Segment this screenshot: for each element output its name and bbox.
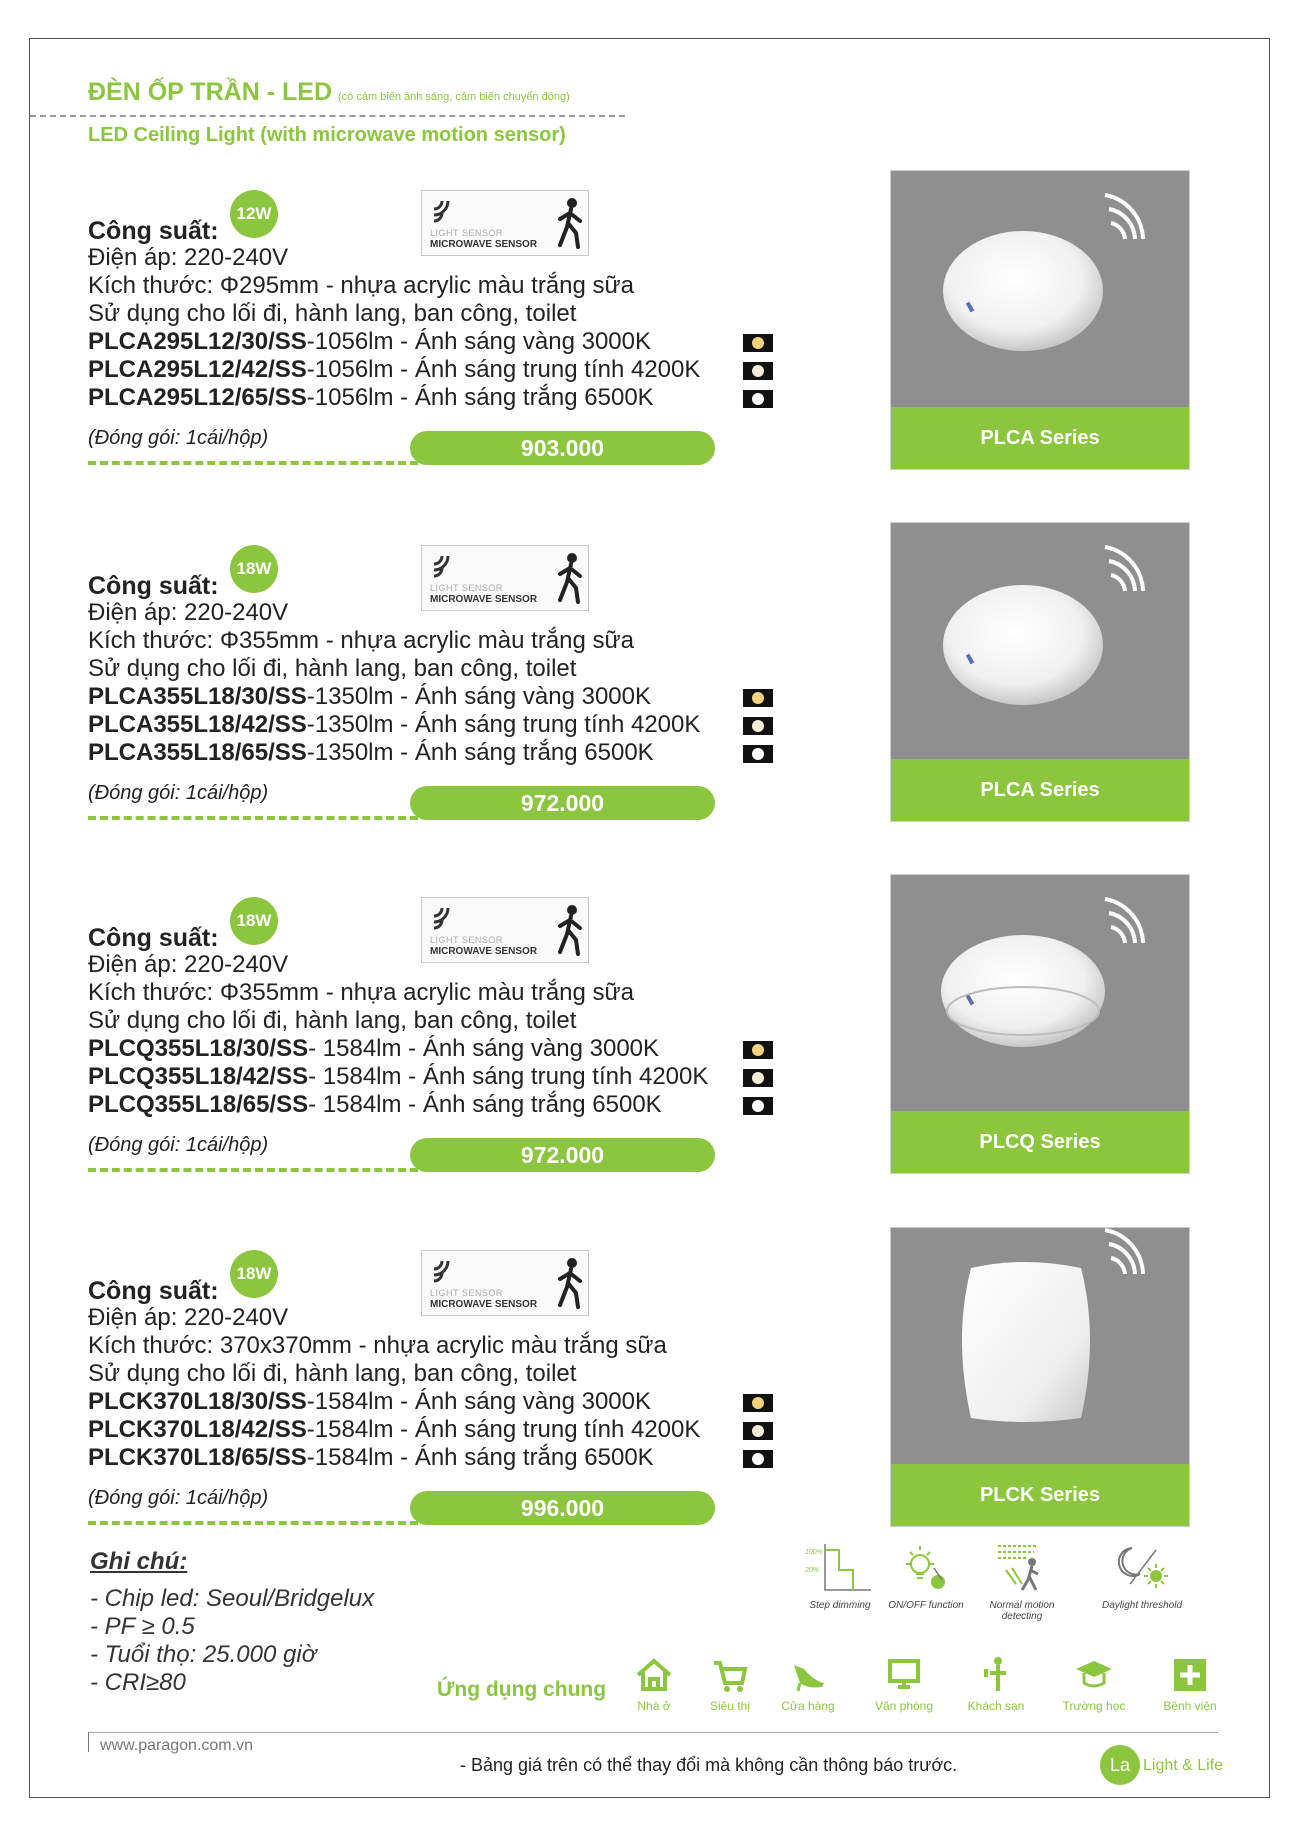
shoe-icon xyxy=(788,1655,828,1695)
sensor-line2: MICROWAVE SENSOR xyxy=(430,946,538,957)
variant-desc: -1056lm - Ánh sáng vàng 3000K xyxy=(306,328,652,355)
color-temp-swatch xyxy=(743,1450,773,1468)
packaging-divider xyxy=(88,1168,418,1172)
application-cart xyxy=(690,1655,770,1713)
color-temp-swatch xyxy=(743,1394,773,1412)
color-dot-icon xyxy=(752,720,764,732)
color-dot-icon xyxy=(752,365,764,377)
color-dot-icon xyxy=(752,1072,764,1084)
note-item: - CRI≥80 xyxy=(90,1669,186,1696)
sensor-line1: LIGHT SENSOR xyxy=(430,583,503,593)
color-temp-swatch xyxy=(743,1069,773,1087)
color-dot-icon xyxy=(752,1044,764,1056)
footer-bar xyxy=(88,1732,89,1752)
variant-row xyxy=(88,711,700,739)
variant-desc: -1584lm - Ánh sáng trung tính 4200K xyxy=(306,1416,701,1443)
svg-text:20%: 20% xyxy=(805,1567,820,1574)
notes-title: Ghi chú: xyxy=(90,1548,188,1575)
size-text: Kích thước: Φ295mm - nhựa acrylic màu trắng sữa xyxy=(88,272,634,299)
power-badge: 18W xyxy=(230,545,278,593)
application-hospital xyxy=(1150,1655,1230,1713)
product-image xyxy=(890,874,1190,1174)
footer-divider xyxy=(88,1732,1218,1733)
footer-disclaimer: - Bảng giá trên có thể thay đổi mà không cần thông báo trước. xyxy=(460,1755,958,1775)
home-icon xyxy=(634,1655,674,1695)
size-text: Kích thước: Φ355mm - nhựa acrylic màu trắng sữa xyxy=(88,627,634,654)
variant-code: PLCA295L12/30/SS xyxy=(88,328,307,355)
packaging-divider xyxy=(88,1521,418,1525)
wave-icon xyxy=(430,1257,458,1285)
color-temp-swatch xyxy=(743,390,773,408)
color-dot-icon xyxy=(752,1397,764,1409)
price-tag: 996.000 xyxy=(410,1491,715,1525)
footer-url[interactable]: www.paragon.com.vn xyxy=(100,1737,253,1754)
sensor-badge xyxy=(421,897,589,963)
power-badge: 18W xyxy=(230,1250,278,1298)
variant-code: PLCA295L12/42/SS xyxy=(88,356,307,383)
application-label: Trường học xyxy=(1062,1699,1126,1713)
color-temp-swatch xyxy=(743,362,773,380)
svg-text:100%: 100% xyxy=(805,1549,823,1556)
walking-person-icon xyxy=(554,904,584,956)
packaging-text: (Đóng gói: 1cái/hộp) xyxy=(88,1487,269,1509)
application-label: Nhà ở xyxy=(637,1699,671,1713)
school-icon xyxy=(1074,1655,1114,1695)
variant-code: PLCK370L18/42/SS xyxy=(88,1416,307,1443)
step-dimming-icon xyxy=(805,1540,875,1596)
ceiling-lamp-image xyxy=(891,523,1190,766)
variant-row xyxy=(88,1444,654,1472)
page-title: ĐÈN ỐP TRẦN - LED (có cảm biến ánh sáng, cảm biến chuyển động) xyxy=(88,78,570,106)
power-label: Công suất: xyxy=(88,217,219,245)
sensor-line1: LIGHT SENSOR xyxy=(430,228,503,238)
color-dot-icon xyxy=(752,1425,764,1437)
ceiling-lamp-image xyxy=(891,171,1190,414)
series-label: PLCA Series xyxy=(891,407,1189,469)
color-dot-icon xyxy=(752,393,764,405)
sensor-line1: LIGHT SENSOR xyxy=(430,935,503,945)
cart-icon xyxy=(710,1655,750,1695)
color-temp-swatch xyxy=(743,1041,773,1059)
voltage-text: Điện áp: 220-240V xyxy=(88,599,289,626)
packaging-divider xyxy=(88,461,418,465)
variant-desc: - 1584lm - Ánh sáng trung tính 4200K xyxy=(308,1063,709,1090)
application-school xyxy=(1054,1655,1134,1713)
wave-icon xyxy=(430,197,458,225)
voltage-text: Điện áp: 220-240V xyxy=(88,244,289,271)
sensor-line2: MICROWAVE SENSOR xyxy=(430,594,538,605)
series-label: PLCA Series xyxy=(891,759,1189,821)
variant-desc: - 1584lm - Ánh sáng trắng 6500K xyxy=(308,1091,662,1118)
variant-row xyxy=(88,1388,651,1416)
usage-text: Sử dụng cho lối đi, hành lang, ban công, toilet xyxy=(88,1007,577,1034)
color-dot-icon xyxy=(752,1100,764,1112)
product-image xyxy=(890,1227,1190,1527)
variant-code: PLCK370L18/30/SS xyxy=(88,1388,307,1415)
color-temp-swatch xyxy=(743,1422,773,1440)
variant-row xyxy=(88,1091,662,1119)
application-label: Văn phòng xyxy=(874,1699,934,1713)
brand-logo-text: Light & Life xyxy=(1143,1757,1224,1774)
power-badge: 12W xyxy=(230,190,278,238)
usage-text: Sử dụng cho lối đi, hành lang, ban công, toilet xyxy=(88,655,577,682)
variant-row xyxy=(88,739,654,767)
variant-desc: -1056lm - Ánh sáng trung tính 4200K xyxy=(306,356,701,383)
variant-desc: -1350lm - Ánh sáng trắng 6500K xyxy=(306,739,654,766)
sensor-line2: MICROWAVE SENSOR xyxy=(430,1299,538,1310)
sensor-badge xyxy=(421,1250,589,1316)
feature-motion: Normal motion detecting xyxy=(970,1540,1074,1622)
variant-desc: -1584lm - Ánh sáng trắng 6500K xyxy=(306,1444,654,1471)
on-off-icon xyxy=(898,1540,954,1596)
sensor-line1: LIGHT SENSOR xyxy=(430,1288,503,1298)
variant-code: PLCA355L18/30/SS xyxy=(88,683,307,710)
note-item: - PF ≥ 0.5 xyxy=(90,1613,195,1640)
feature-daylight: Daylight threshold xyxy=(1092,1540,1192,1611)
page-title-en: LED Ceiling Light (with microwave motion sensor) xyxy=(88,124,566,146)
feature-step-dimming: 100% 20% Step dimming xyxy=(796,1540,884,1611)
note-item: - Tuổi thọ: 25.000 giờ xyxy=(90,1641,317,1668)
variant-desc: -1350lm - Ánh sáng vàng 3000K xyxy=(306,683,652,710)
application-shoe xyxy=(768,1655,848,1713)
color-dot-icon xyxy=(752,748,764,760)
variant-desc: -1350lm - Ánh sáng trung tính 4200K xyxy=(306,711,701,738)
power-label: Công suất: xyxy=(88,572,219,600)
application-label: Siêu thị xyxy=(709,1699,751,1713)
variant-row xyxy=(88,356,700,384)
wave-icon xyxy=(430,904,458,932)
application-office xyxy=(864,1655,944,1713)
application-home xyxy=(614,1655,694,1713)
header-divider xyxy=(30,115,625,117)
voltage-text: Điện áp: 220-240V xyxy=(88,951,289,978)
size-text: Kích thước: 370x370mm - nhựa acrylic màu trắng sữa xyxy=(88,1332,667,1359)
variant-row xyxy=(88,1416,700,1444)
variant-desc: -1056lm - Ánh sáng trắng 6500K xyxy=(306,384,654,411)
usage-text: Sử dụng cho lối đi, hành lang, ban công, toilet xyxy=(88,300,577,327)
price-tag: 972.000 xyxy=(410,1138,715,1172)
color-dot-icon xyxy=(752,337,764,349)
sensor-badge xyxy=(421,545,589,611)
sensor-badge xyxy=(421,190,589,256)
color-dot-icon xyxy=(752,1453,764,1465)
variant-code: PLCQ355L18/30/SS xyxy=(88,1035,309,1062)
color-temp-swatch xyxy=(743,689,773,707)
ceiling-lamp-image xyxy=(891,875,1190,1118)
usage-text: Sử dụng cho lối đi, hành lang, ban công, toilet xyxy=(88,1360,577,1387)
walking-person-icon xyxy=(554,197,584,249)
brand-logo: La xyxy=(1100,1745,1140,1785)
price-tag: 903.000 xyxy=(410,431,715,465)
page-subtitle: (có cảm biến ánh sáng, cảm biến chuyển động) xyxy=(338,91,570,103)
product-image xyxy=(890,522,1190,822)
applications-label: Ứng dụng chung xyxy=(437,1678,607,1701)
application-label: Cửa hàng xyxy=(781,1699,835,1713)
color-dot-icon xyxy=(752,692,764,704)
packaging-divider xyxy=(88,816,418,820)
voltage-text: Điện áp: 220-240V xyxy=(88,1304,289,1331)
application-hotel xyxy=(956,1655,1036,1713)
color-temp-swatch xyxy=(743,1097,773,1115)
variant-row xyxy=(88,384,654,412)
wave-icon xyxy=(430,552,458,580)
series-label: PLCQ Series xyxy=(891,1111,1189,1173)
color-temp-swatch xyxy=(743,745,773,763)
color-temp-swatch xyxy=(743,717,773,735)
motion-detect-icon xyxy=(992,1540,1052,1596)
daylight-icon xyxy=(1112,1540,1172,1596)
variant-desc: - 1584lm - Ánh sáng vàng 3000K xyxy=(308,1035,660,1062)
product-image xyxy=(890,170,1190,470)
power-badge: 18W xyxy=(230,897,278,945)
packaging-text: (Đóng gói: 1cái/hộp) xyxy=(88,427,269,449)
packaging-text: (Đóng gói: 1cái/hộp) xyxy=(88,782,269,804)
ceiling-lamp-image xyxy=(891,1228,1190,1471)
note-item: - Chip led: Seoul/Bridgelux xyxy=(90,1585,375,1612)
size-text: Kích thước: Φ355mm - nhựa acrylic màu trắng sữa xyxy=(88,979,634,1006)
variant-code: PLCK370L18/65/SS xyxy=(88,1444,307,1471)
feature-on-off: ON/OFF function xyxy=(884,1540,968,1611)
walking-person-icon xyxy=(554,1257,584,1309)
application-label: Khách sạn xyxy=(967,1699,1025,1713)
variant-row xyxy=(88,1063,708,1091)
application-label: Bệnh viện xyxy=(1163,1699,1217,1713)
power-label: Công suất: xyxy=(88,924,219,952)
variant-row xyxy=(88,1035,659,1063)
price-tag: 972.000 xyxy=(410,786,715,820)
variant-code: PLCA295L12/65/SS xyxy=(88,384,307,411)
sensor-line2: MICROWAVE SENSOR xyxy=(430,239,538,250)
hotel-icon xyxy=(976,1655,1016,1695)
variant-row xyxy=(88,683,651,711)
power-label: Công suất: xyxy=(88,1277,219,1305)
packaging-text: (Đóng gói: 1cái/hộp) xyxy=(88,1134,269,1156)
color-temp-swatch xyxy=(743,334,773,352)
walking-person-icon xyxy=(554,552,584,604)
variant-code: PLCA355L18/65/SS xyxy=(88,739,307,766)
office-icon xyxy=(884,1655,924,1695)
variant-code: PLCA355L18/42/SS xyxy=(88,711,307,738)
variant-code: PLCQ355L18/42/SS xyxy=(88,1063,309,1090)
series-label: PLCK Series xyxy=(891,1464,1189,1526)
variant-code: PLCQ355L18/65/SS xyxy=(88,1091,309,1118)
hospital-icon xyxy=(1170,1655,1210,1695)
variant-row xyxy=(88,328,651,356)
variant-desc: -1584lm - Ánh sáng vàng 3000K xyxy=(306,1388,652,1415)
